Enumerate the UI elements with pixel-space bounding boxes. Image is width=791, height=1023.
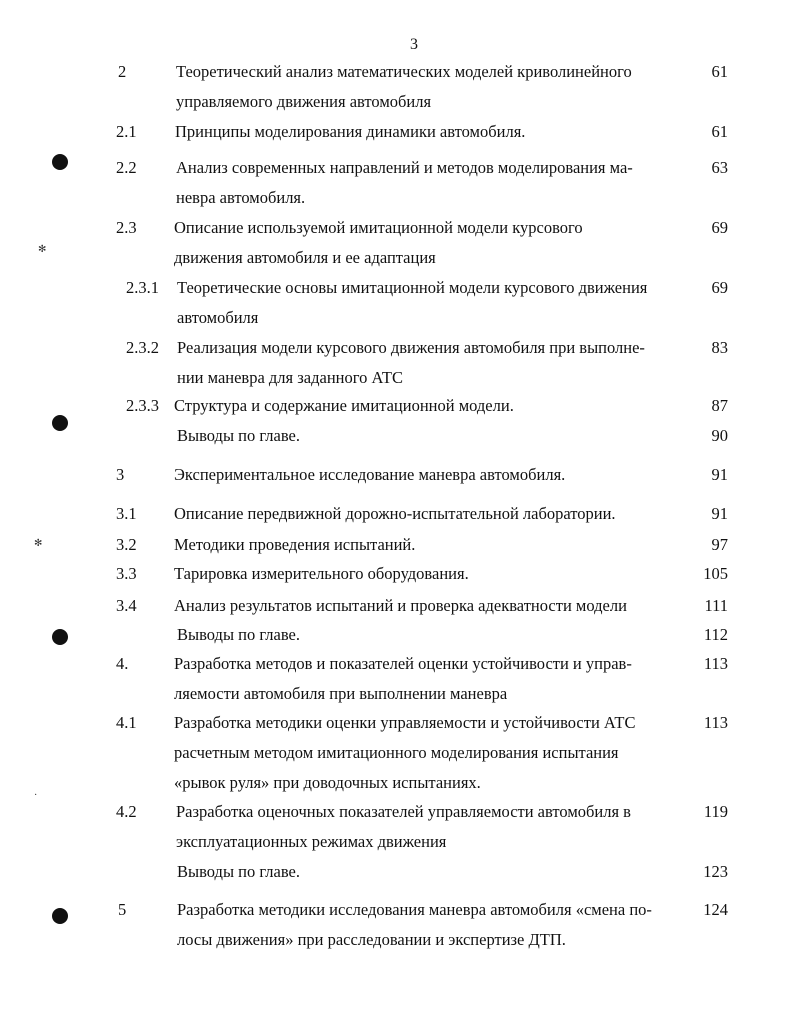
entry-title-line: эксплуатационных режимах движения <box>176 832 447 851</box>
entry-page: 119 <box>703 802 728 821</box>
entry-title-line: ляемости автомобиля при выполнении маневра <box>174 684 508 703</box>
entry-title-line: Экспериментальное исследование маневра автомобиля. <box>174 465 566 484</box>
entry-number: 5 <box>118 900 127 919</box>
entry-title-line: Теоретические основы имитационной модели курсового движения <box>177 278 648 297</box>
entry-page: 112 <box>703 625 728 644</box>
entry-page: 69 <box>711 218 728 237</box>
entry-page: 123 <box>703 862 728 881</box>
entry-title-line: Реализация модели курсового движения автомобиля при выполне- <box>177 338 645 357</box>
entry-title-line: Анализ результатов испытаний и проверка адекватности модели <box>174 596 627 615</box>
entry-page: 124 <box>703 900 728 919</box>
entry-title-line: автомобиля <box>177 308 259 327</box>
entry-title-line: Описание используемой имитационной модели курсового <box>174 218 583 237</box>
entry-title-line: Разработка методики оценки управляемости и устойчивости АТС <box>174 713 636 732</box>
entry-title-line: Разработка методики исследования маневра автомобиля «смена по- <box>177 900 652 919</box>
entry-page: 69 <box>711 278 728 297</box>
entry-title-line: управляемого движения автомобиля <box>176 92 432 111</box>
entry-title-line: нии маневра для заданного АТС <box>177 368 404 387</box>
binder-hole <box>52 908 68 924</box>
entry-page: 97 <box>711 535 728 554</box>
entry-number: 4.2 <box>116 802 137 821</box>
entry-title-line: Методики проведения испытаний. <box>174 535 416 554</box>
entry-number: 3.3 <box>116 564 137 583</box>
entry-title-line: Структура и содержание имитационной модели. <box>174 396 514 415</box>
entry-page: 90 <box>711 426 728 445</box>
entry-title-line: Разработка методов и показателей оценки устойчивости и управ- <box>174 654 632 673</box>
entry-title-line: Разработка оценочных показателей управляемости автомобиля в <box>176 802 631 821</box>
entry-title-line: Принципы моделирования динамики автомобиля. <box>175 122 526 141</box>
entry-title-line: невра автомобиля. <box>176 188 306 207</box>
entry-page: 87 <box>711 396 728 415</box>
entry-number: 2.3 <box>116 218 137 237</box>
entry-title-line: Выводы по главе. <box>177 862 300 881</box>
entry-number: 3.2 <box>116 535 137 554</box>
scan-speck: ✻ <box>38 244 47 255</box>
entry-page: 83 <box>711 338 728 357</box>
binder-hole <box>52 415 68 431</box>
binder-hole <box>52 629 68 645</box>
entry-title-line: Тарировка измерительного оборудования. <box>174 564 469 583</box>
entry-page: 111 <box>704 596 728 615</box>
entry-title-line: расчетным методом имитационного моделирования испытания <box>174 743 619 762</box>
scan-speck: ✻ <box>34 538 43 549</box>
entry-title-line: «рывок руля» при доводочных испытаниях. <box>174 773 481 792</box>
entry-title-line: движения автомобиля и ее адаптация <box>174 248 436 267</box>
entry-page: 61 <box>711 122 728 141</box>
entry-page: 61 <box>711 62 728 81</box>
entry-title-line: Анализ современных направлений и методов моделирования ма- <box>176 158 633 177</box>
entry-page: 91 <box>711 504 728 523</box>
entry-number: 4. <box>116 654 129 673</box>
entry-number: 3 <box>116 465 125 484</box>
entry-title-line: лосы движения» при расследовании и экспертизе ДТП. <box>177 930 566 949</box>
entry-title-line: Выводы по главе. <box>177 625 300 644</box>
entry-title-line: Описание передвижной дорожно-испытательной лаборатории. <box>174 504 616 523</box>
entry-number: 2.2 <box>116 158 137 177</box>
page-number: 3 <box>410 36 418 53</box>
entry-number: 4.1 <box>116 713 137 732</box>
entry-title-line: Теоретический анализ математических моделей криволинейного <box>176 62 632 81</box>
entry-page: 63 <box>711 158 728 177</box>
scan-speck: · <box>34 790 38 801</box>
entry-page: 91 <box>711 465 728 484</box>
entry-number: 2.3.2 <box>126 338 159 357</box>
entry-number: 2.3.3 <box>126 396 159 415</box>
entry-page: 113 <box>703 713 728 732</box>
binder-hole <box>52 154 68 170</box>
entry-number: 2 <box>118 62 127 81</box>
entry-number: 3.1 <box>116 504 137 523</box>
entry-page: 105 <box>703 564 728 583</box>
entry-number: 2.1 <box>116 122 137 141</box>
entry-title-line: Выводы по главе. <box>177 426 300 445</box>
entry-page: 113 <box>703 654 728 673</box>
entry-number: 2.3.1 <box>126 278 159 297</box>
entry-number: 3.4 <box>116 596 137 615</box>
